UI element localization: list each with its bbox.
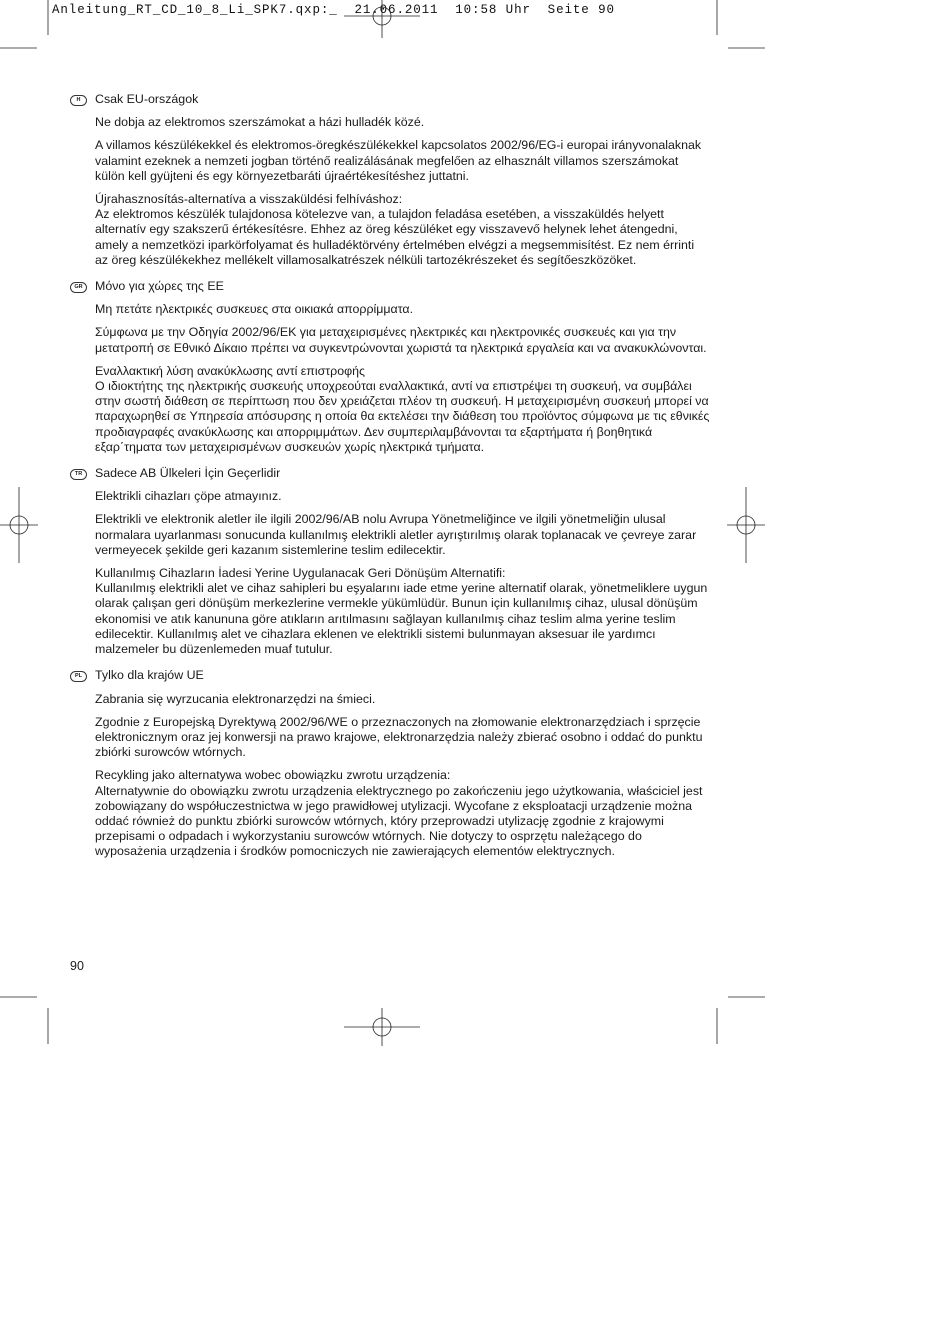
section-hungarian xyxy=(70,92,710,268)
section-heading xyxy=(70,92,710,107)
section-polish xyxy=(70,668,710,859)
print-slug: Anleitung_RT_CD_10_8_Li_SPK7.qxp:_ 21.06.2011 10:58 Uhr Seite 90 xyxy=(52,3,615,17)
paragraph: Σύμφωνα με την Οδηγία 2002/96/ΕΚ για μεταχειρισμένες ηλεκτρικές και ηλεκτρονικές συσκευές και για την μετατροπή σε Εθνικό Δίκαιο πρέπει να συγκεντρώνονται χωριστά τα ηλεκτρικά εργαλεία και να ανακυκλώνονται. xyxy=(95,325,707,355)
paragraph-title: Újrahasznosítás-alternatíva a visszaküldési felhíváshoz: xyxy=(95,192,403,207)
paragraph: Zabrania się wyrzucania elektronarzędzi na śmieci. xyxy=(95,691,376,706)
language-badge-icon: GR xyxy=(70,282,87,293)
language-badge-icon: PL xyxy=(70,671,87,682)
paragraph-title: Recykling jako alternatywa wobec obowiązku zwrotu urządzenia: xyxy=(95,768,451,783)
paragraph: Az elektromos készülék tulajdonosa kötelezve van, a tulajdon feladása esetében, a visszaküldés helyett alternatív egy szakszerű értékesítésre. Ehhez az öreg készüléket egy visszavevő helynek lehet átengedni, amely a nemzetközi iparkörfolyamat és hulladéktörvény értelmében elvégzi a megsemmisítést. Ez nem érrinti az öreg készülékekhez mellékelt villamosalkatrészek nélküli tartozékrészeket és segítőeszközöket. xyxy=(95,207,695,267)
paragraph: Elektrikli cihazları çöpe atmayınız. xyxy=(95,489,282,504)
paragraph: Alternatywnie do obowiązku zwrotu urządzenia elektrycznego po zakończeniu jego użytkowania, właściciel jest zobowiązany do współuczestnictwa w jego prawidłowej utylizacji. Wycofane z eksploatacji urządzenie można oddać również do punktu zbiórki surowców wtórnych, który przeprowadzi utylizację zgodnie z krajowymi przepisami o odpadach i wykorzystaniu surowców wtórnych. Nie dotyczy to osprzętu należącego do wyposażenia urządzenia i środków pomocniczych nie zawierających elementów elektrycznych. xyxy=(95,783,703,859)
paragraph: Μη πετάτε ηλεκτρικές συσκευες στα οικιακά απορρίμματα. xyxy=(95,302,414,317)
page-content xyxy=(70,92,710,871)
heading-text: Sadece AB Ülkeleri İçin Geçerlidir xyxy=(95,466,281,481)
language-badge-icon: H xyxy=(70,95,87,106)
section-heading xyxy=(70,668,710,683)
paragraph-title: Εναλλακτική λύση ανακύκλωσης αντί επιστροφής xyxy=(95,363,365,378)
heading-text: Μόνο για χώρες της ΕΕ xyxy=(95,279,224,294)
section-heading xyxy=(70,279,710,294)
paragraph: Ne dobja az elektromos szerszámokat a házi hulladék közé. xyxy=(95,115,425,130)
language-badge-icon: TR xyxy=(70,469,87,480)
page-number: 90 xyxy=(70,959,84,973)
paragraph: Kullanılmış elektrikli alet ve cihaz sahipleri bu eşyalarını iade etme yerine alternatif olarak, yönetmeliklere uygun olarak çalışan geri dönüşüm merkezlerine vermekle yükümlüdür. Bunun için kullanılmış cihaz, ulusal dönüşüm ekonomisi ve atık kanununa göre atıkların arıtılmasını sağlayan kullanılmış cihaz teslim alma yerine teslim edilecektir. Kullanılmış alet ve cihazlara eklenen ve elektrikli sistemi bulunmayan aksesuar ile yardımcı malzemeler bu düzenlemeden muaf tutulur. xyxy=(95,581,708,657)
section-turkish xyxy=(70,466,710,657)
section-heading xyxy=(70,466,710,481)
paragraph-title: Kullanılmış Cihazların İadesi Yerine Uygulanacak Geri Dönüşüm Alternatifi: xyxy=(95,566,506,581)
paragraph: Zgodnie z Europejską Dyrektywą 2002/96/WE o przeznaczonych na złomowanie elektronarzędziach i sprzęcie elektronicznym oraz jej konwersji na prawo krajowe, elektronarzędzia należy zbierać osobno i oddać do punktu zbiórki surowców wtórnych. xyxy=(95,714,703,760)
heading-text: Csak EU-országok xyxy=(95,92,199,106)
section-greek xyxy=(70,279,710,455)
heading-text: Tylko dla krajów UE xyxy=(95,668,204,683)
paragraph: Ο ιδιοκτήτης της ηλεκτρικής συσκευής υποχρεούται εναλλακτικά, αντί να επιστρέψει τη συσκευή, να συμβάλει στην σωστή διάθεση σε περίπτωση που δεν χρειάζεται πλέον τη συσκευή. Η μεταχειρισμένη συσκευή μπορεί να παραχωρηθεί σε Υπηρεσία απόσυρσης η οποία θα εκτελέσει την διάθεση του προϊόντος σύμφωνα με τις εθνικές προδιαγραφές ανακύκλωσης και απορριμμάτων. Δεν συμπεριλαμβάνονται τα εξαρτήματα ή βοηθητικά εξαρ΄τηματα των μεταχειρισμένων συσκευών χωρίς ηλεκτρικά τμήματα. xyxy=(95,379,710,454)
paragraph: Elektrikli ve elektronik aletler ile ilgili 2002/96/AB nolu Avrupa Yönetmeliğince ve ilgili yönetmeliğin ulusal normalara uyarlanması sonucunda kullanılmış elektrikli aletler ayrıştırılmış olarak toplanacak ve çevreye zarar vermeyecek şekilde geri kazanım sistemlerine teslim edilecektir. xyxy=(95,512,697,557)
paragraph: A villamos készülékekkel és elektromos-öregkészülékekkel kapcsolatos 2002/96/EG-i europai irányvonalaknak valamint ezeknek a nemzeti jogban történő realizálásának megfelően az elhasznált villamos szerszámokat külön kell gyüjteni és egy környezetbaráti újraértékesítéshez juttatni. xyxy=(95,138,702,183)
